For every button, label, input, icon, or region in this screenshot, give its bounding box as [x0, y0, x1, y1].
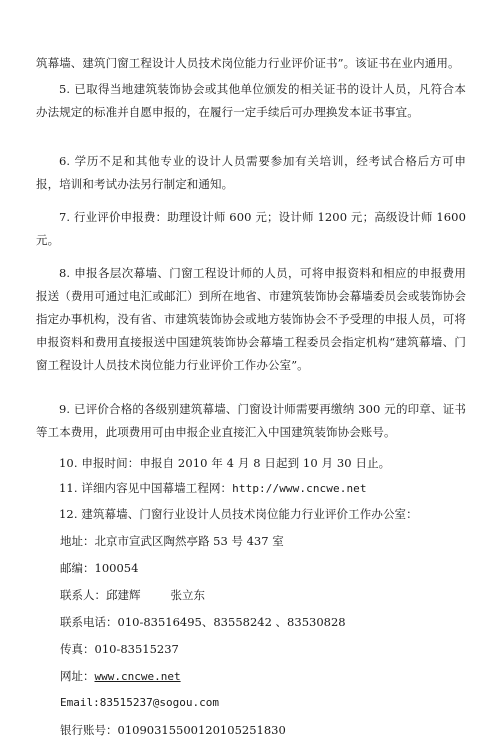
contact-person-1: 联系人：邱建辉 [60, 588, 141, 602]
paragraph-intro-continuation: 筑幕墙、建筑门窗工程设计人员技术岗位能力行业评价证书”。该证书在业内通用。 [36, 56, 460, 70]
paragraph-item-6: 6. 学历不足和其他专业的设计人员需要参加有关培训，经考试合格后方可申报，培训和考试办法另行制定和通知。 [36, 154, 466, 191]
address-line: 地址：北京市宣武区陶然亭路 53 号 437 室 [60, 534, 284, 548]
website-label: 网址： [60, 669, 95, 683]
website-line [60, 666, 181, 687]
phone-line: 联系电话：010-83516495、83558242 、83530828 [60, 615, 346, 629]
contacts-line [60, 585, 205, 605]
contact-person-2: 张立东 [170, 588, 205, 602]
item-11-label: 11. 详细内容见中国幕墙工程网： [59, 481, 233, 495]
fax-line: 传真：010-83515237 [60, 642, 179, 656]
paragraph-item-9: 9. 已评价合格的各级别建筑幕墙、门窗设计师需要再缴纳 300 元的印章、证书等工本费用，此项费用可由申报企业直接汇入中国建筑装饰协会账号。 [36, 402, 466, 439]
email-line[interactable]: Email:83515237@sogou.com [60, 696, 219, 709]
paragraph-item-10: 10. 申报时间：申报自 2010 年 4 月 8 日起到 10 月 30 日止。 [59, 456, 391, 470]
paragraph-item-11 [36, 477, 466, 500]
website-link[interactable]: http://www.cncwe.net [232, 482, 367, 495]
website-url-link[interactable]: www.cncwe.net [94, 670, 181, 683]
postcode-line: 邮编：100054 [60, 561, 139, 575]
paragraph-item-7: 7. 行业评价申报费：助理设计师 600 元；设计师 1200 元；高级设计师 1600 元。 [36, 210, 466, 247]
paragraph-item-8: 8. 申报各层次幕墙、门窗工程设计师的人员，可将申报资料和相应的申报费用报送（费用可通过电汇或邮汇）到所在地省、市建筑装饰协会幕墙委员会或装饰协会指定办事机构，没有省、市建筑装饰协会或地方装饰协会不予受理的申报人员，可将申报资料和费用直接报送中国建筑装饰协会幕墙工程委员会指定机构“建筑幕墙、门窗工程设计人员技术岗位能力行业评价工作办公室”。 [36, 266, 466, 372]
paragraph-item-5: 5. 已取得当地建筑装饰协会或其他单位颁发的相关证书的设计人员，凡符合本办法规定的标准并自愿申报的，在履行一定手续后可办理换发本证书事宜。 [36, 82, 466, 119]
paragraph-item-12: 12. 建筑幕墙、门窗行业设计人员技术岗位能力行业评价工作办公室： [59, 507, 418, 521]
bank-account-line: 银行账号：0109031550012010525183​0 [60, 723, 286, 737]
